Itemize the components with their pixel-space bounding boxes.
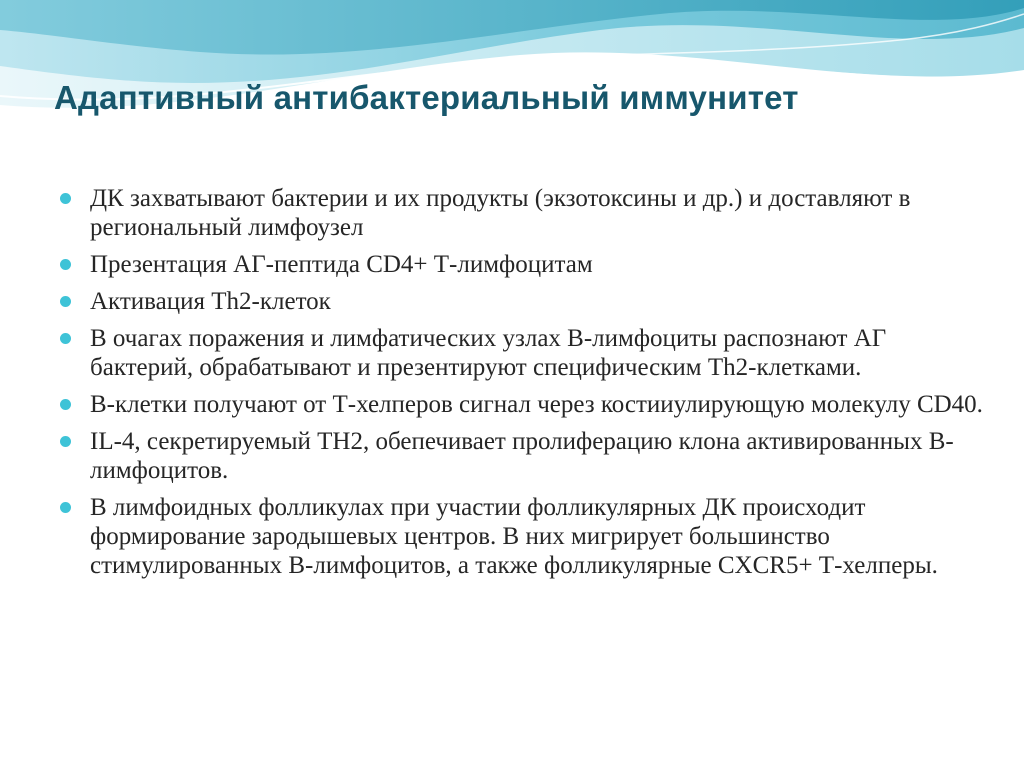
bullet-item xyxy=(60,427,990,485)
bullet-text: В-клетки получают от Т-хелперов сигнал через костииулирующую молекулу CD40. xyxy=(90,391,983,418)
bullet-text: Активация Th2-клеток xyxy=(90,288,331,315)
bullet-item xyxy=(60,493,990,580)
bullet-text: ДК захватывают бактерии и их продукты (экзотоксины и др.) и доставляют в региональный лимфоузел xyxy=(90,185,911,241)
slide-title: Адаптивный антибактериальный иммунитет xyxy=(54,79,799,116)
bullet-item xyxy=(60,287,990,316)
bullet-item xyxy=(60,390,990,419)
bullet-dot-icon xyxy=(60,436,71,447)
bullet-text: В очагах поражения и лимфатических узлах В-лимфоциты распознают АГ бактерий, обрабатывают и презентируют специфическим Th2-клетками. xyxy=(90,325,887,381)
bullet-text: В лимфоидных фолликулах при участии фолликулярных ДК происходит формирование зародышевых центров. В них мигрирует большинство стимулированных В-лимфоцитов, а также фолликулярные CXCR5+ Т-хелперы. xyxy=(90,494,938,579)
bullet-dot-icon xyxy=(60,333,71,344)
bullet-item xyxy=(60,184,990,242)
bullet-dot-icon xyxy=(60,193,71,204)
bullet-list xyxy=(60,184,990,588)
bullet-text: Презентация АГ-пептида CD4+ Т-лимфоцитам xyxy=(90,251,593,278)
bullet-item xyxy=(60,250,990,279)
wave-header-decoration xyxy=(0,0,1024,140)
bullet-item xyxy=(60,324,990,382)
bullet-dot-icon xyxy=(60,502,71,513)
bullet-dot-icon xyxy=(60,399,71,410)
bullet-dot-icon xyxy=(60,296,71,307)
bullet-dot-icon xyxy=(60,259,71,270)
bullet-text: IL-4, секретируемый ТН2, обепечивает пролиферацию клона активированных В-лимфоцитов. xyxy=(90,428,954,484)
